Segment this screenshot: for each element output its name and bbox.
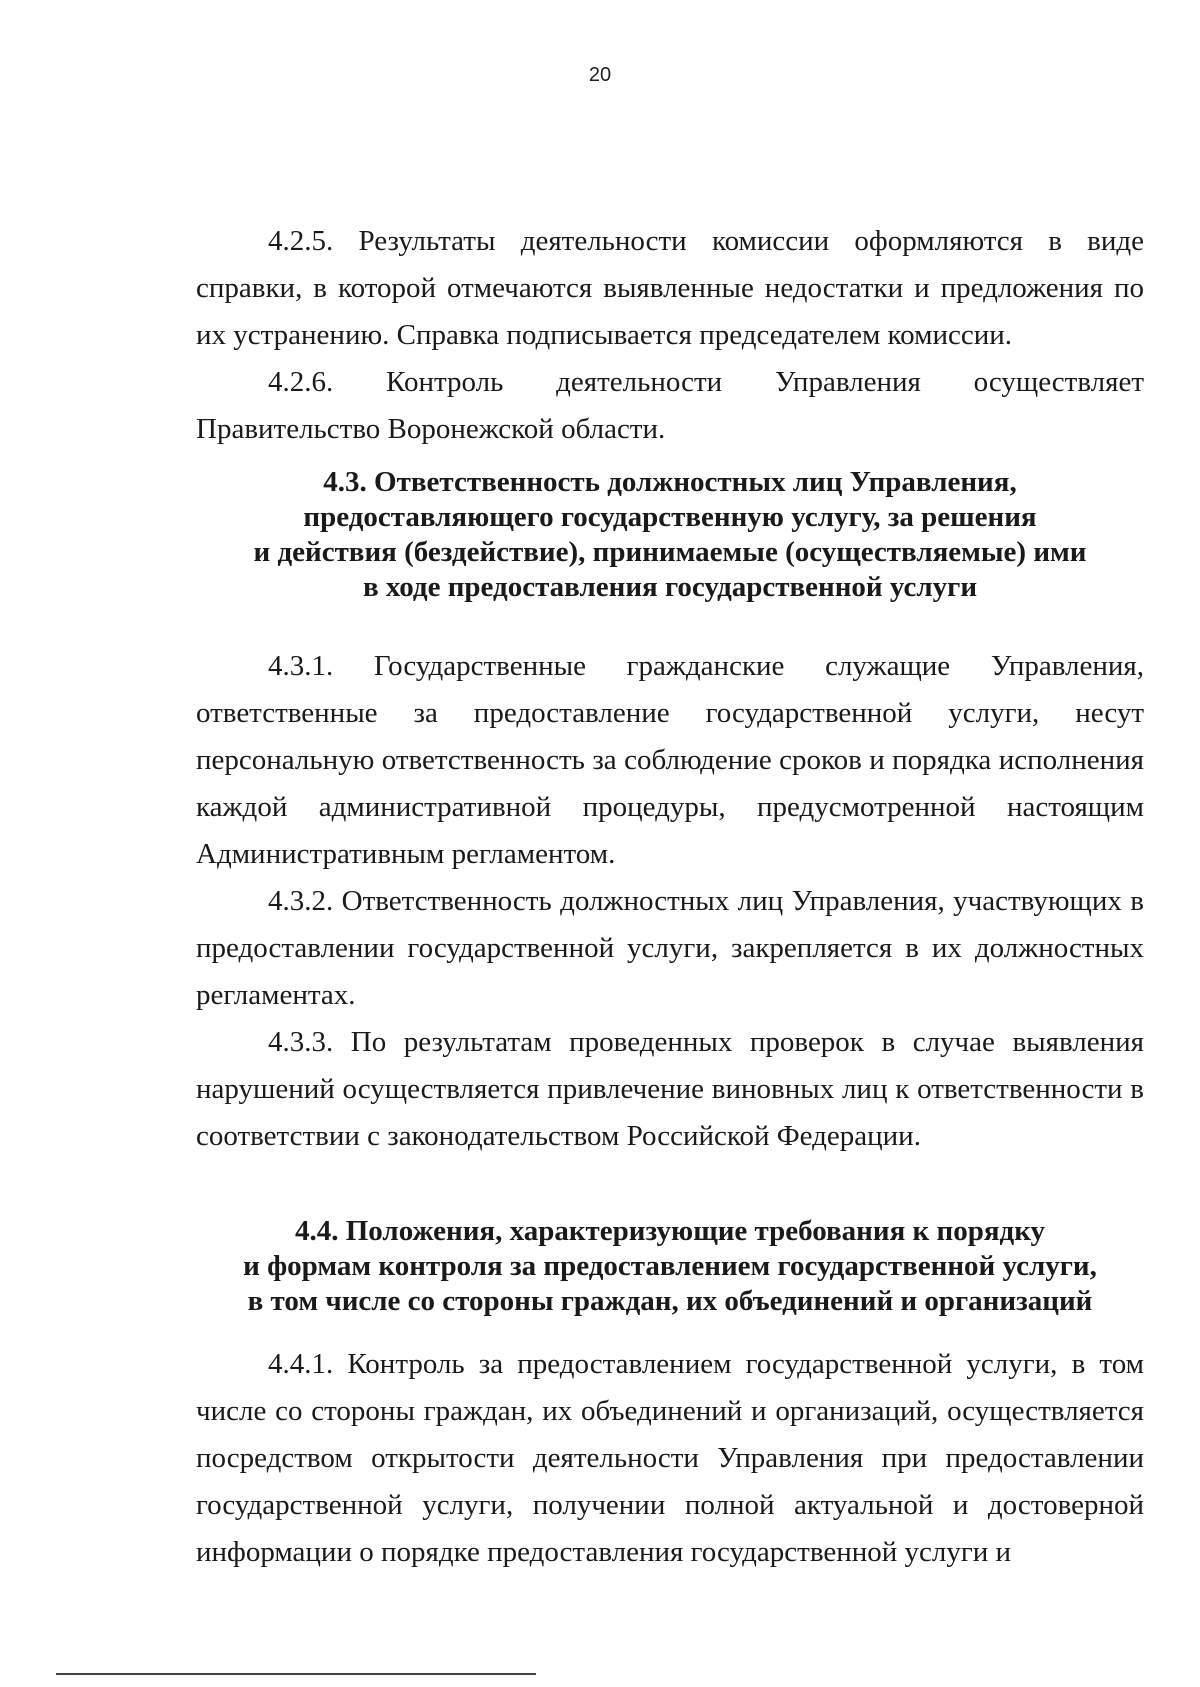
heading-line: предоставляющего государственную услугу, за решения [303,501,1037,533]
paragraph-4-3-3: 4.3.3. По результатам проведенных проверок в случае выявления нарушений осуществляется привлечение виновных лиц к ответственности в соответствии с законодательством Российской Федерации. [196,1026,1144,1152]
heading-line: в том числе со стороны граждан, их объединений и организаций [247,1285,1093,1317]
paragraph-4-4-1: 4.4.1. Контроль за предоставлением государственной услуги, в том числе со стороны граждан, их объединений и организаций, осуществляется посредством открытости деятельности Управления при предоставлении государственной услуги, получении полной актуальной и достоверной информации о порядке предоставления государственной услуги и [196,1348,1144,1568]
page-number: 20 [588,64,612,86]
heading-line: в ходе предоставления государственной услуги [362,571,978,603]
paragraph-4-3-2: 4.3.2. Ответственность должностных лиц Управления, участвующих в предоставлении государственной услуги, закрепляется в их должностных регламентах. [196,885,1144,1011]
footnote-divider [56,1673,536,1675]
section-heading-4-4 [196,1214,1144,1319]
paragraph-4-3-1: 4.3.1. Государственные гражданские служащие Управления, ответственные за предоставление государственной услуги, несут персональную ответственность за соблюдение сроков и порядка исполнения каждой административной процедуры, предусмотренной настоящим Административным регламентом. [196,650,1144,870]
heading-line: 4.3. Ответственность должностных лиц Управления, [323,466,1017,498]
paragraph-4-2-5: 4.2.5. Результаты деятельности комиссии оформляются в виде справки, в которой отмечаются выявленные недостатки и предложения по их устранению. Справка подписывается председателем комиссии. [196,225,1144,351]
heading-line: и формам контроля за предоставлением государственной услуги, [243,1250,1097,1282]
document-body [196,218,1144,1576]
section-heading-4-3 [196,465,1144,605]
paragraph-4-2-6: 4.2.6. Контроль деятельности Управления осуществляет Правительство Воронежской области. [196,366,1144,445]
heading-line: 4.4. Положения, характеризующие требования к порядку [295,1215,1045,1247]
heading-line: и действия (бездействие), принимаемые (осуществляемые) ими [253,536,1087,568]
